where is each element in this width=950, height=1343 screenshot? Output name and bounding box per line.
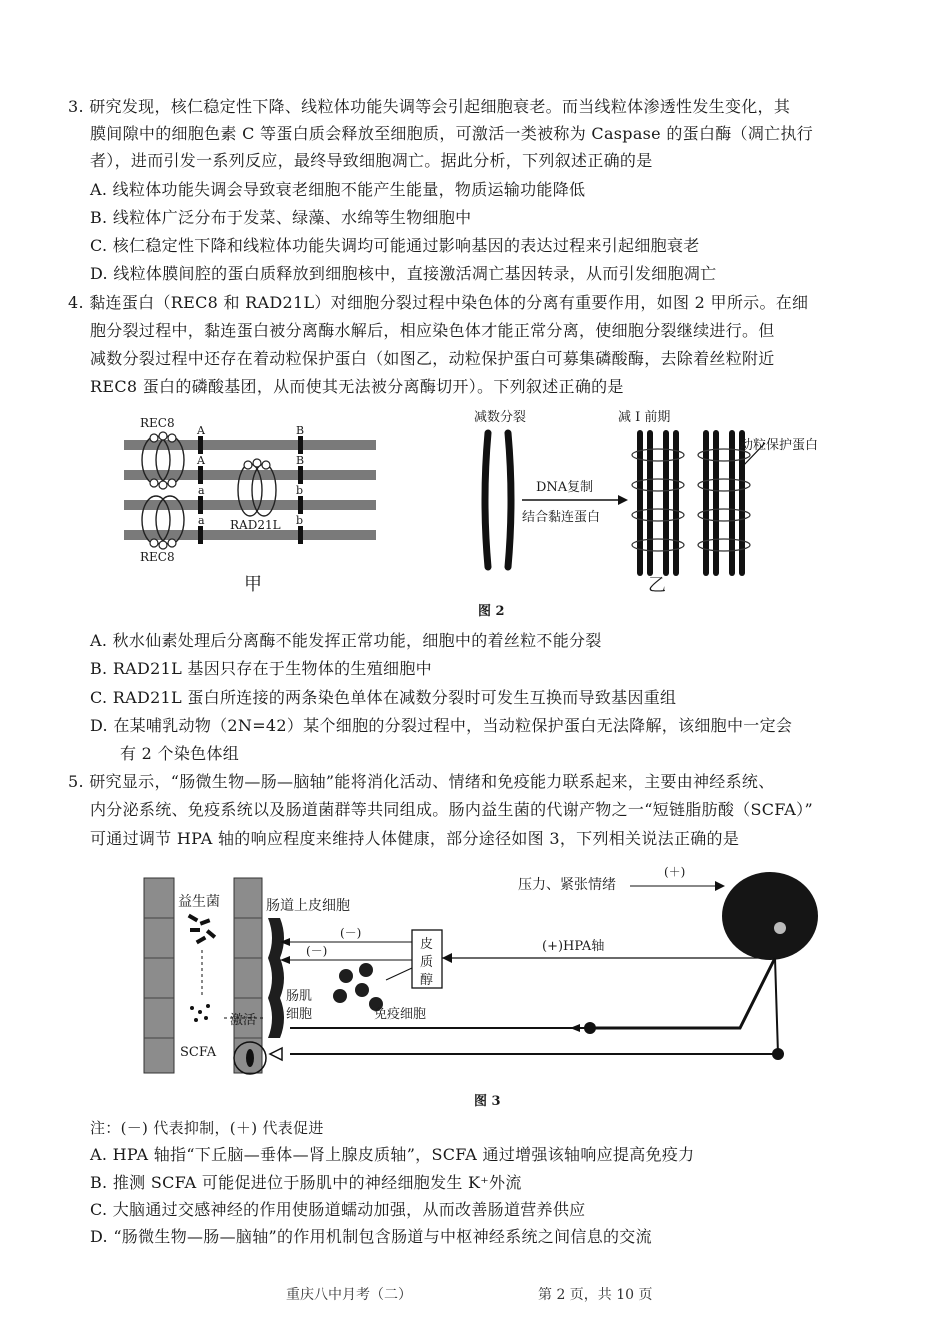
figure-2-caption: 图 2 (478, 604, 505, 619)
cortisol-char-3: 醇 (420, 973, 434, 988)
minus-label-2: (－) (306, 944, 328, 958)
footer-exam-name: 重庆八中月考（二） (286, 1287, 412, 1303)
q4-option-d: D. 在某哺乳动物（2N=42）某个细胞的分裂过程中，当动粒保护蛋白无法降解，该细胞中一定会 (90, 716, 793, 735)
q4-line-1: 4. 黏连蛋白（REC8 和 RAD21L）对细胞分裂过程中染色体的分离有重要作用，如图 2 甲所示。在细 (68, 293, 809, 312)
q4-line-4: REC8 蛋白的磷酸基团，从而使其无法被分离酶切开）。下列叙述正确的是 (90, 377, 624, 396)
bind-cohesin-label: 结合黏连蛋白 (522, 510, 601, 525)
q4-option-d-cont: 有 2 个染色体组 (120, 744, 240, 763)
q4-option-a: A. 秋水仙素处理后分离酶不能发挥正常功能，细胞中的着丝粒不能分裂 (90, 631, 602, 650)
locus-b-3: b (296, 484, 304, 497)
probiotic-cluster (188, 914, 216, 944)
q3-line-3: 者），进而引发一系列反应，最终导致细胞凋亡。据此分析，下列叙述正确的是 (90, 151, 653, 170)
cortisol-char-2: 质 (420, 955, 434, 970)
activate-label: 激活 (230, 1013, 257, 1028)
scfa-dots (190, 1004, 210, 1022)
q4-option-c: C. RAD21L 蛋白所连接的两条染色单体在减数分裂时可发生互换而导致基因重组 (90, 688, 677, 707)
q3-line-2: 膜间隙中的细胞色素 C 等蛋白质会释放至细胞质，可激活一类被称为 Caspase 的蛋白酶（凋亡执行 (90, 124, 814, 143)
rec8-top-label: REC8 (140, 416, 175, 430)
brain (722, 872, 818, 960)
muscle-label-2: 细胞 (286, 1007, 313, 1022)
epithelium-label: 肠道上皮细胞 (266, 898, 350, 914)
locus-b-2: B (296, 454, 305, 467)
muscle-label-1: 肠肌 (286, 989, 313, 1004)
locus-a-1: A (197, 424, 205, 437)
locus-b-1: B (296, 424, 305, 437)
dna-replication-label: DNA复制 (536, 480, 594, 495)
hpa-label: (+)HPA轴 (542, 939, 605, 954)
stress-label: 压力、紧张情绪 (518, 877, 616, 893)
q5-option-b: B. 推测 SCFA 可能促进位于肠肌中的神经细胞发生 K⁺外流 (90, 1173, 522, 1192)
q5-line-3: 可通过调节 HPA 轴的响应程度来维持人体健康，部分途径如图 3，下列相关说法正确的是 (90, 829, 740, 848)
gut-wall-left (144, 878, 174, 1073)
immune-cells-label: 免疫细胞 (374, 1007, 427, 1022)
minus-label-1: (－) (340, 926, 362, 940)
q5-option-d: D. “肠微生物—肠—脑轴”的作用机制包含肠道与中枢神经系统之间信息的交流 (90, 1227, 652, 1246)
figure-3-caption: 图 3 (474, 1094, 501, 1109)
q4-option-b: B. RAD21L 基因只存在于生物体的生殖细胞中 (90, 659, 432, 678)
prophase-label: 减 Ⅰ 前期 (618, 410, 671, 425)
q5-option-c: C. 大脑通过交感神经的作用使肠道蠕动加强，从而改善肠道营养供应 (90, 1200, 586, 1219)
q4-line-2: 胞分裂过程中，黏连蛋白被分离酶水解后，相应染色体才能正常分离，使细胞分裂继续进行。但 (90, 321, 775, 340)
scfa-label: SCFA (180, 1045, 217, 1060)
q3-option-a: A. 线粒体功能失调会导致衰老细胞不能产生能量，物质运输功能降低 (90, 180, 586, 199)
q4-line-3: 减数分裂过程中还存在着动粒保护蛋白（如图乙，动粒保护蛋白可募集磷酸酶，去除着丝粒附近 (90, 349, 775, 368)
cortisol-char-1: 皮 (420, 937, 434, 952)
q5-line-2: 内分泌系统、免疫系统以及肠道菌群等共同组成。肠内益生菌的代谢产物之一“短链脂肪酸（SCFA）” (90, 800, 813, 819)
kinetochore-protector-label: 动粒保护蛋白 (740, 438, 819, 453)
rad21l-label: RAD21L (230, 518, 281, 532)
rec8-bottom-label: REC8 (140, 550, 175, 564)
q5-line-1: 5. 研究显示，“肠微生物—肠—脑轴”能将消化活动、情绪和免疫能力联系起来，主要由神经系统、 (68, 772, 775, 791)
q3-option-b: B. 线粒体广泛分布于发菜、绿藻、水绵等生物细胞中 (90, 208, 472, 227)
figure-2-yi (474, 409, 818, 596)
figure-2-jia (124, 416, 376, 595)
footer-page-number: 第 2 页，共 10 页 (538, 1287, 653, 1303)
figure-2 (110, 405, 870, 605)
locus-a-3: a (198, 484, 205, 497)
meiosis-label: 减数分裂 (474, 410, 527, 425)
probiotic-label: 益生菌 (178, 894, 220, 910)
q3-option-d: D. 线粒体膜间腔的蛋白质释放到细胞核中，直接激活凋亡基因转录，从而引发细胞凋亡 (90, 264, 717, 283)
q3-option-c: C. 核仁稳定性下降和线粒体功能失调均可能通过影响基因的表达过程来引起细胞衰老 (90, 236, 700, 255)
immune-cells (333, 963, 383, 1011)
chromosome-left-2 (508, 433, 511, 567)
chromosome-left-1 (485, 433, 488, 567)
q5-note: 注：(－) 代表抑制，(＋) 代表促进 (90, 1119, 324, 1137)
jia-label: 甲 (244, 574, 262, 595)
locus-a-4: a (198, 514, 205, 527)
muscle-strip (268, 918, 284, 1038)
plus-label: (＋) (664, 865, 686, 879)
locus-a-2: A (197, 454, 205, 467)
locus-b-4: b (296, 514, 304, 527)
q3-line-1: 3. 研究发现，核仁稳定性下降、线粒体功能失调等会引起细胞衰老。而当线粒体渗透性发生变化，其 (68, 97, 791, 116)
figure-3 (130, 858, 830, 1083)
q5-option-a: A. HPA 轴指“下丘脑—垂体—肾上腺皮质轴”，SCFA 通过增强该轴响应提高免疫力 (90, 1145, 695, 1164)
vagal-efferent (590, 958, 775, 1028)
yi-label: 乙 (648, 575, 666, 596)
